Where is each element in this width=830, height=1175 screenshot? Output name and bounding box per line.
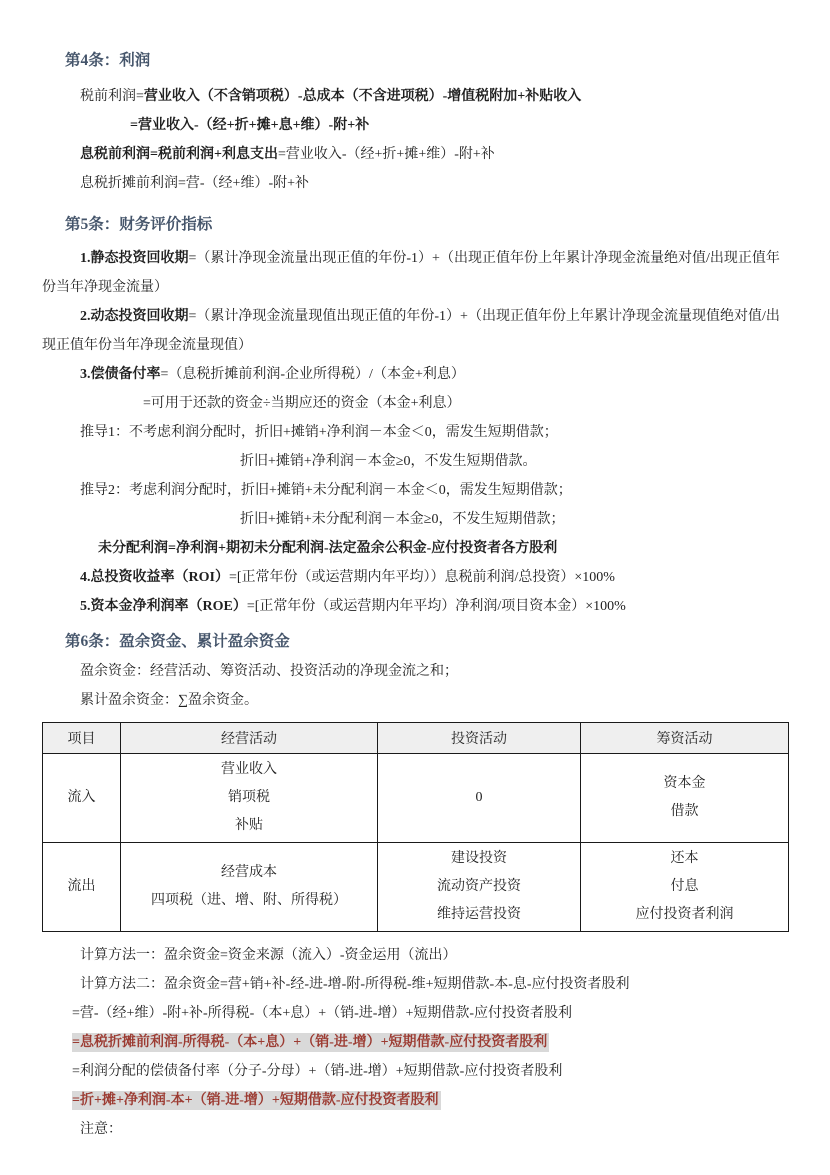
text-segment: 推导2：考虑利润分配时，折旧+摊销+未分配利润－本金＜0，需发生短期借款； (80, 483, 572, 498)
col-header-item: 项目 (43, 723, 121, 754)
formula-pretax-profit-short (42, 111, 788, 140)
text-segment: 3.偿债备付率 (80, 367, 161, 382)
col-header-investing: 投资活动 (378, 723, 581, 754)
text-segment: =营业收入-（经+折+摊+维）-附+补 (277, 147, 495, 162)
cell-line: 建设投资 (451, 851, 507, 866)
row-label-inflow: 流入 (43, 754, 121, 843)
calc-method-1 (42, 941, 788, 970)
text-segment: 推导1：不考虑利润分配时，折旧+摊销+净利润－本金＜0，需发生短期借款； (80, 425, 558, 440)
section6-heading: 第6条：盈余资金、累计盈余资金 (65, 633, 290, 650)
cell-inflow-operating (121, 754, 378, 843)
cell-outflow-financing (581, 843, 789, 932)
text-segment: 计算方法一：盈余资金=资金来源（流入）-资金运用（流出） (80, 948, 457, 963)
text-segment: 息税前利润=税前利润+利息支出 (80, 147, 278, 162)
cell-line: 维持运营投资 (437, 907, 521, 922)
cell-line: 付息 (670, 879, 699, 894)
text-segment: 计算方法二：盈余资金=营+销+补-经-进-增-附-所得税-维+短期借款-本-息-应付投资者股利 (80, 977, 630, 992)
cell-line: 应付投资者利润 (635, 907, 734, 922)
text-segment: =[正常年份（或运营期内年平均）净利润/项目资本金）×100% (246, 599, 626, 614)
calc-highlight-1 (42, 1028, 788, 1057)
cell-line: 经营成本 (221, 865, 277, 880)
cell-line: 资本金 (663, 776, 706, 791)
item-roi (42, 563, 788, 592)
row-label-outflow: 流出 (43, 843, 121, 932)
note-label: 注意： (80, 1122, 122, 1137)
text-segment: 5.资本金净利润率（ROE） (80, 599, 247, 614)
text-segment: 折旧+摊销+未分配利润－本金≥0，不发生短期借款； (240, 512, 565, 527)
cell-line: 0 (475, 790, 483, 805)
text-segment: =（累计净现金流量出现正值的年份-1）+（出现正值年份上年累计净现金流量绝对值/出现正值年份当年净现金流量） (42, 251, 780, 295)
line-derivation2 (42, 476, 788, 505)
table-row-outflow (43, 843, 789, 932)
cell-line: 销项税 (228, 790, 270, 805)
cell-line: 补贴 (235, 818, 263, 833)
cell-outflow-investing (378, 843, 581, 932)
cell-line: 流动资产投资 (437, 879, 521, 894)
text-segment: 未分配利润=净利润+期初未分配利润-法定盈余公积金-应付投资者各方股利 (98, 541, 558, 556)
cell-outflow-operating (121, 843, 378, 932)
text-segment: =可用于还款的资金÷当期应还的资金（本金+利息） (143, 396, 461, 411)
table-header-row (43, 723, 789, 754)
formula-pretax-profit (42, 82, 788, 111)
text-segment: =营业收入-（经+折+摊+息+维）-附+补 (130, 118, 370, 133)
formula-ebit (42, 140, 788, 169)
col-header-operating: 经营活动 (121, 723, 378, 754)
calc-expansion-2 (42, 1057, 788, 1086)
text-segment: 营业收入（不含销项税）-总成本（不含进项税）-增值税附加+补贴收入 (143, 89, 582, 104)
item-dscr (42, 360, 788, 389)
def-cumulative-surplus-funds: 累计盈余资金：∑盈余资金。 (80, 693, 258, 708)
def-surplus-funds: 盈余资金：经营活动、筹资活动、投资活动的净现金流之和； (80, 664, 458, 679)
text-segment: =[正常年份（或运营期内年平均））息税前利润/总投资）×100% (228, 570, 615, 585)
text-segment: =营-（经+维）-附+补-所得税-（本+息）+（销-进-增）+短期借款-应付投资者股利 (72, 1006, 573, 1021)
highlighted-formula (72, 1091, 441, 1110)
cash-flow-table (42, 722, 789, 932)
text-segment: =（累计净现金流量现值出现正值的年份-1）+（出现正值年份上年累计净现金流量现值绝对值/出现正值年份当年净现金流量现值） (42, 309, 780, 353)
cell-line: 营业收入 (221, 762, 277, 777)
highlighted-formula (72, 1033, 549, 1052)
col-header-financing: 筹资活动 (581, 723, 789, 754)
calc-expansion-1 (42, 999, 788, 1028)
text-segment: 2.动态投资回收期 (80, 309, 189, 324)
text-segment: 息税折摊前利润=营-（经+维）-附+补 (80, 176, 310, 191)
formula-ebitda (42, 169, 788, 198)
item-dynamic-payback (42, 302, 788, 360)
text-segment: 4.总投资收益率（ROI） (80, 570, 229, 585)
cell-line: 还本 (670, 851, 699, 866)
text-segment: =折+摊+净利润-本+（销-进-增）+短期借款-应付投资者股利 (72, 1093, 439, 1108)
text-segment: 折旧+摊销+净利润－本金≥0，不发生短期借款。 (240, 454, 537, 469)
table-row-inflow (43, 754, 789, 843)
line-derivation1 (42, 418, 788, 447)
line-dscr-alt (42, 389, 788, 418)
text-segment: =（息税折摊前利润-企业所得税）/（本金+利息） (160, 367, 465, 382)
cell-inflow-investing (378, 754, 581, 843)
item-roe (42, 592, 788, 621)
calc-highlight-2 (42, 1086, 788, 1115)
text-segment: 税前利润= (80, 89, 144, 104)
formula-retained-profit (42, 534, 788, 563)
text-segment: 1.静态投资回收期 (80, 251, 189, 266)
item-static-payback (42, 244, 788, 302)
text-segment: =利润分配的偿债备付率（分子-分母）+（销-进-增）+短期借款-应付投资者股利 (72, 1064, 563, 1079)
section5-heading: 第5条：财务评价指标 (65, 216, 213, 233)
calc-method-2 (42, 970, 788, 999)
section4-heading: 第4条：利润 (65, 52, 151, 69)
line-derivation1-cont (42, 447, 788, 476)
line-derivation2-cont (42, 505, 788, 534)
text-segment: =息税折摊前利润-所得税-（本+息）+（销-进-增）+短期借款-应付投资者股利 (72, 1035, 548, 1050)
cell-line: 四项税（进、增、附、所得税） (151, 893, 347, 908)
cell-inflow-financing (581, 754, 789, 843)
cell-line: 借款 (670, 804, 699, 819)
